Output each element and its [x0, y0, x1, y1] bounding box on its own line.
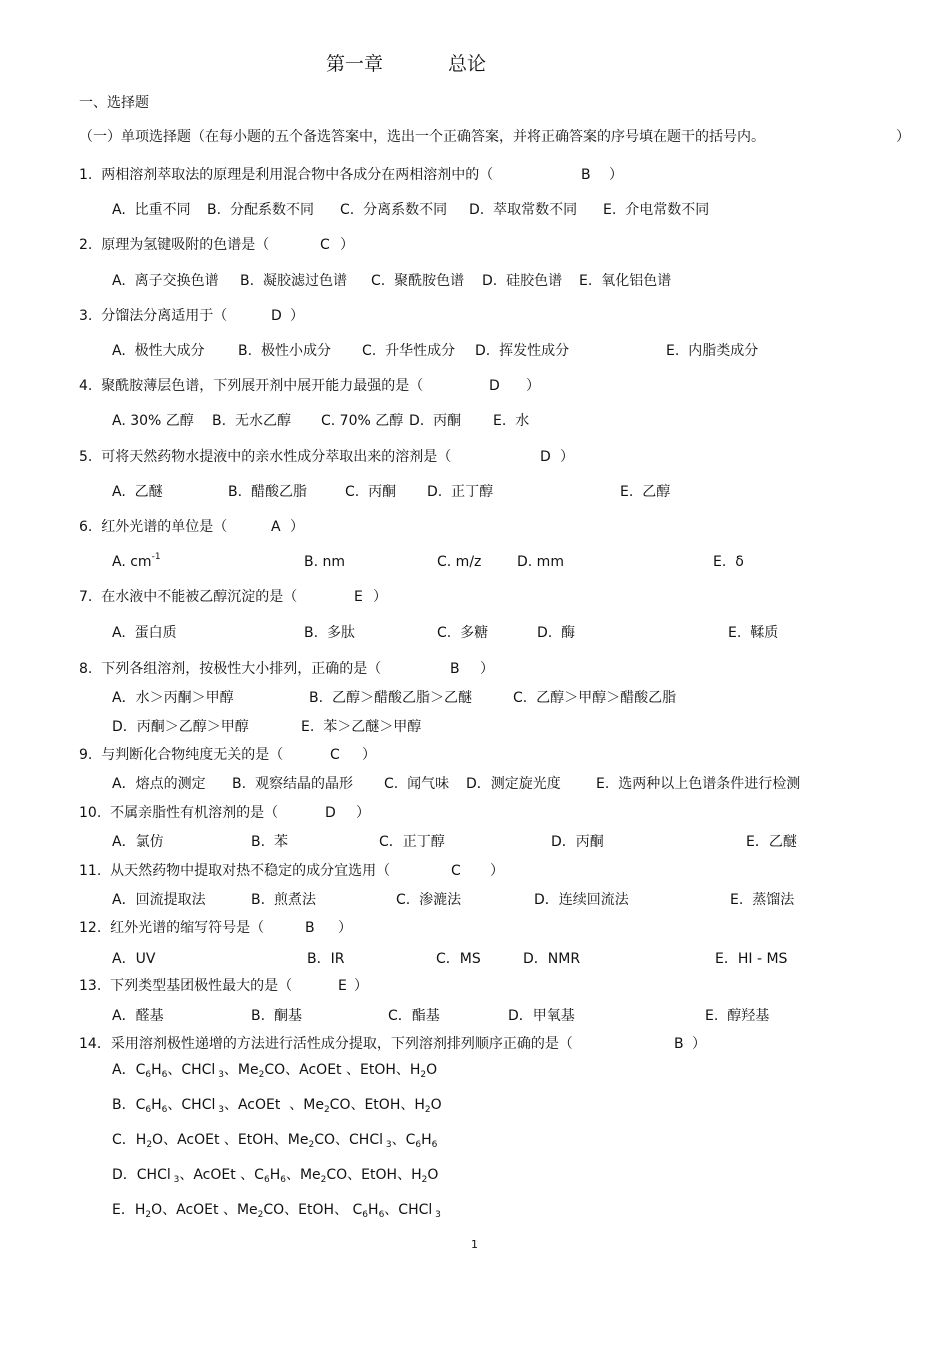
question-stem: 5. 可将天然药物水提液中的亲水性成分萃取出来的溶剂是（: [79, 449, 452, 465]
option: A. 乙醚: [112, 484, 163, 500]
question-answer: B: [674, 1036, 684, 1052]
option: D. 正丁醇: [427, 484, 494, 500]
option: A．回流提取法: [112, 892, 206, 908]
option: C. 升华性成分: [362, 343, 456, 359]
option-e: E．$H_2O$、AcOEt 、$Me_2CO$、EtOH、 $C_6H_6$、CHCl $_3$: [112, 1202, 441, 1220]
option: B. 无水乙醇: [212, 413, 291, 429]
page-number: 1: [471, 1238, 478, 1251]
question-stem: 11. 从天然药物中提取对热不稳定的成分宜选用（: [79, 863, 391, 879]
question-stem: 14．采用溶剂极性递增的方法进行活性成分提取，下列溶剂排列顺序正确的是（: [79, 1036, 573, 1052]
question-answer: B: [450, 661, 460, 677]
question-stem: 4. 聚酰胺薄层色谱，下列展开剂中展开能力最强的是（: [79, 378, 424, 394]
option: C. 乙醇＞甲醇＞醋酸乙脂: [513, 690, 677, 706]
question-answer: C: [451, 863, 461, 879]
option: A. 比重不同: [112, 202, 191, 218]
question-answer: D: [325, 805, 336, 821]
option: D．NMR: [523, 951, 581, 967]
option: E．HI - MS: [715, 951, 788, 967]
question-stem: 10. 不属亲脂性有机溶剂的是（: [79, 805, 279, 821]
option: A. 离子交换色谱: [112, 273, 219, 289]
option: E. 水: [493, 413, 530, 429]
question-close: ）: [609, 167, 623, 183]
option: B．IR: [307, 951, 345, 967]
question-stem: 3. 分馏法分离适用于（: [79, 308, 228, 324]
chapter-number: 第一章: [326, 53, 384, 75]
option: A. 30% 乙醇: [112, 413, 194, 429]
option: D. 萃取常数不同: [469, 202, 578, 218]
option: D．丙酮＞乙醇＞甲醇: [112, 719, 249, 735]
question-stem: 13. 下列类型基团极性最大的是（: [79, 978, 293, 994]
option: E. 内脂类成分: [666, 343, 759, 359]
option: C. 渗漉法: [396, 892, 462, 908]
question-answer: C: [320, 237, 330, 253]
question-stem: 1. 两相溶剂萃取法的原理是利用混合物中各成分在两相溶剂中的（: [79, 167, 494, 183]
subsection-close: ）: [896, 129, 910, 145]
option: C. 丙酮: [345, 484, 397, 500]
question-close: ）: [373, 589, 387, 605]
option: B. nm: [304, 554, 346, 570]
question-answer: B: [305, 920, 315, 936]
option: E. 介电常数不同: [603, 202, 710, 218]
option: E. 鞣质: [728, 625, 779, 641]
option: B. 苯: [251, 834, 288, 850]
option: A. 极性大成分: [112, 343, 205, 359]
option: D．丙酮: [551, 834, 604, 850]
option: E. 蒸馏法: [730, 892, 795, 908]
option-text: A. cm: [112, 554, 152, 570]
option: A．UV: [112, 951, 156, 967]
option: E. 乙醇: [620, 484, 671, 500]
option: C．酯基: [388, 1008, 440, 1024]
option: E. 选两种以上色谱条件进行检测: [596, 776, 801, 792]
option: D. 挥发性成分: [475, 343, 570, 359]
question-answer: E: [338, 978, 347, 994]
question-close: ）: [340, 237, 354, 253]
option: C. 多糖: [437, 625, 489, 641]
option: C. m/z: [437, 554, 482, 570]
question-close: ）: [526, 378, 540, 394]
question-stem: 6. 红外光谱的单位是（: [79, 519, 228, 535]
question-close: ）: [290, 308, 304, 324]
option: A．氯仿: [112, 834, 164, 850]
option: D. 硅胶色谱: [482, 273, 563, 289]
section-heading: 一、选择题: [79, 95, 149, 111]
option: C. 分离系数不同: [340, 202, 448, 218]
option: B. 煎煮法: [251, 892, 316, 908]
question-stem: 12. 红外光谱的缩写符号是（: [79, 920, 265, 936]
option: B. 凝胶滤过色谱: [240, 273, 347, 289]
option: B. 乙醇＞醋酸乙脂＞乙醚: [309, 690, 472, 706]
option: B. 多肽: [304, 625, 355, 641]
option: B. 极性小成分: [238, 343, 331, 359]
option: B. 观察结晶的晶形: [232, 776, 353, 792]
question-stem: 2. 原理为氢键吸附的色谱是（: [79, 237, 270, 253]
option: C. 聚酰胺色谱: [371, 273, 465, 289]
subsection-instruction: （一）单项选择题（在每小题的五个备选答案中，选出一个正确答案，并将正确答案的序号填在题干的括号内。: [79, 129, 765, 145]
option: A．水＞丙酮＞甲醇: [112, 690, 234, 706]
question-close: ）: [290, 519, 304, 535]
option: E. 氧化铝色谱: [579, 273, 672, 289]
option: D．连续回流法: [534, 892, 629, 908]
option: E. 苯＞乙醚＞甲醇: [301, 719, 422, 735]
option: A．醛基: [112, 1008, 164, 1024]
question-close: ）: [480, 661, 494, 677]
option: C．正丁醇: [379, 834, 445, 850]
option: C. 闻气味: [384, 776, 450, 792]
option: C．MS: [436, 951, 481, 967]
option: D. mm: [517, 554, 564, 570]
question-stem: 7. 在水液中不能被乙醇沉淀的是（: [79, 589, 298, 605]
option: B. 酮基: [251, 1008, 302, 1024]
question-stem: 9. 与判断化合物纯度无关的是（: [79, 747, 284, 763]
option: D．测定旋光度: [466, 776, 561, 792]
question-answer: D: [271, 308, 282, 324]
option: A．熔点的测定: [112, 776, 206, 792]
chapter-title: 总论: [448, 53, 487, 75]
option-a: A．$C_6H_6$、CHCl $_3$、$Me_2CO$、AcOEt 、EtOH、$H_2O$: [112, 1062, 438, 1080]
option: D. 酶: [537, 625, 576, 641]
option: A. 蛋白质: [112, 625, 177, 641]
question-close: ）: [362, 747, 376, 763]
option: C. 70% 乙醇: [321, 413, 404, 429]
question-stem: 8. 下列各组溶剂，按极性大小排列，正确的是（: [79, 661, 382, 677]
option: B. 分配系数不同: [207, 202, 314, 218]
question-close: ）: [338, 920, 352, 936]
question-close: ）: [490, 863, 504, 879]
option: D. 丙酮: [409, 413, 462, 429]
option: E．乙醚: [746, 834, 797, 850]
question-answer: D: [540, 449, 551, 465]
question-close: ）: [356, 805, 370, 821]
question-answer: C: [330, 747, 340, 763]
question-answer: B: [581, 167, 591, 183]
option-d: D．CHCl $_3$、AcOEt 、$C_6H_6$、$Me_2CO$、EtOH、$H_2O$: [112, 1167, 439, 1185]
question-close: ）: [354, 978, 368, 994]
question-answer: E: [354, 589, 363, 605]
option: E. δ: [713, 554, 744, 570]
option: B. 醋酸乙脂: [228, 484, 307, 500]
superscript: -1: [151, 552, 161, 562]
option: D．甲氧基: [508, 1008, 575, 1024]
question-answer: A: [271, 519, 281, 535]
question-close: ）: [692, 1036, 706, 1052]
option-c: C．$H_2O$、AcOEt 、EtOH、$Me_2CO$、CHCl $_3$、$C_6H_6$: [112, 1132, 438, 1150]
option: E. 醇羟基: [705, 1008, 770, 1024]
question-close: ）: [560, 449, 574, 465]
option: [112, 553, 161, 573]
option-b: B．$C_6H_6$、CHCl $_3$、AcOEt 、$Me_2CO$、EtOH、$H_2O$: [112, 1097, 442, 1115]
question-answer: D: [489, 378, 500, 394]
